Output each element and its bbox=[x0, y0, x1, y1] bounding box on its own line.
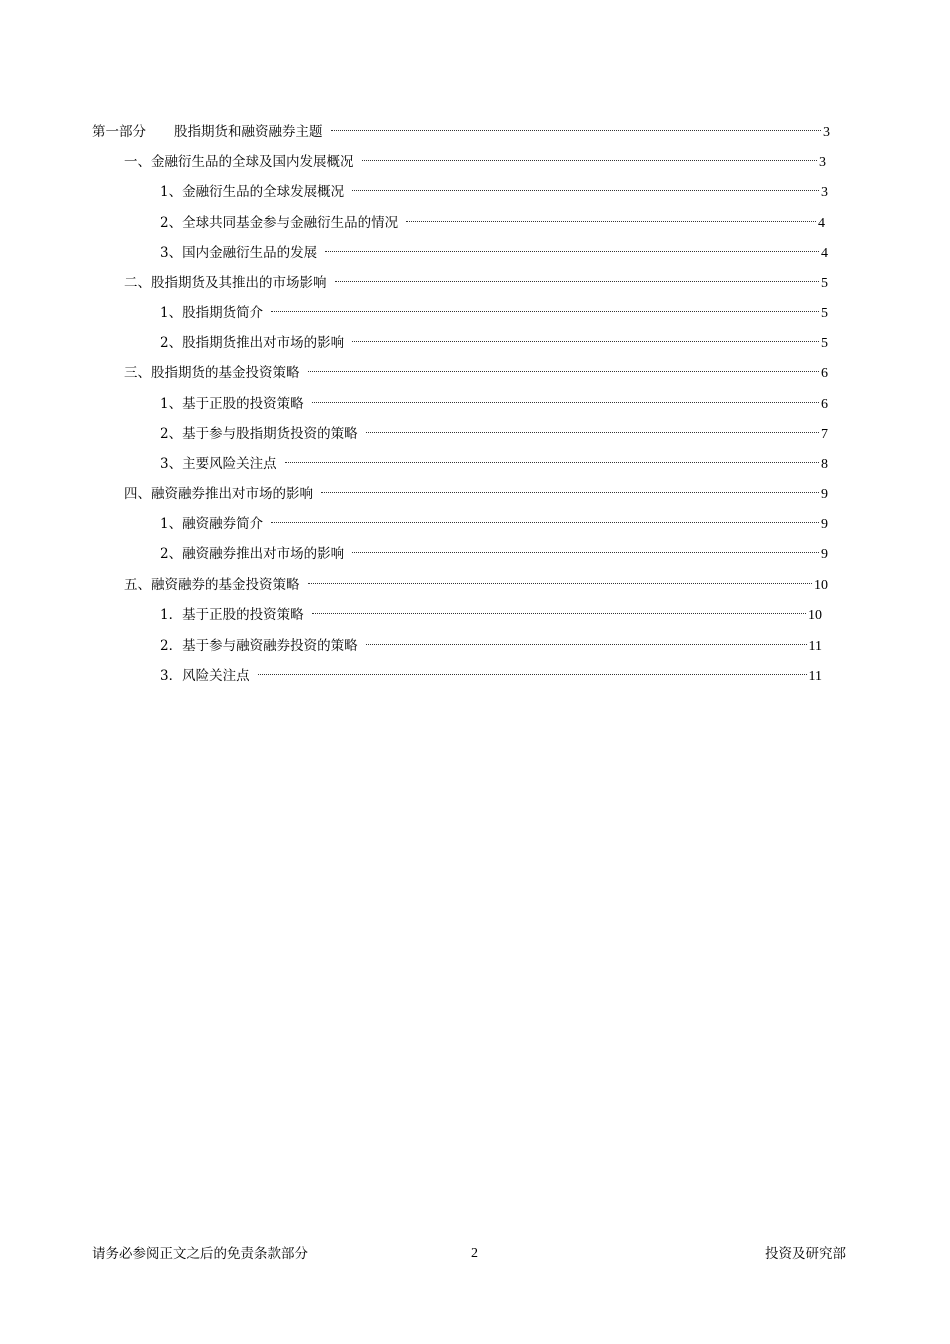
toc-entry-page: 5 bbox=[821, 336, 828, 351]
toc-leader-dots bbox=[321, 478, 819, 498]
toc-entry-label: 1．基于正股的投资策略 bbox=[160, 607, 304, 623]
toc-leader-dots bbox=[308, 569, 813, 589]
toc-entry-page: 6 bbox=[821, 366, 828, 381]
toc-entry[interactable] bbox=[124, 146, 826, 170]
page-footer bbox=[0, 1244, 950, 1264]
toc-entry-label: 1、基于正股的投资策略 bbox=[160, 396, 304, 412]
toc-entry-page: 10 bbox=[808, 608, 822, 623]
footer-disclaimer: 请务必参阅正文之后的免责条款部分 bbox=[92, 1246, 308, 1262]
toc-leader-dots bbox=[335, 267, 820, 287]
toc-entry-label: 一、金融衍生品的全球及国内发展概况 bbox=[124, 154, 354, 170]
toc-leader-dots bbox=[406, 207, 816, 227]
toc-entry[interactable] bbox=[124, 569, 828, 593]
toc-part-number: 第一部分 bbox=[92, 124, 146, 140]
toc-leader-dots bbox=[352, 176, 819, 196]
toc-leader-dots bbox=[352, 327, 819, 347]
toc-leader-dots bbox=[285, 448, 819, 468]
toc-entry[interactable] bbox=[160, 388, 828, 412]
toc-entry-page: 8 bbox=[821, 457, 828, 472]
footer-page-number: 2 bbox=[471, 1246, 478, 1261]
toc-entry-page: 3 bbox=[821, 185, 828, 200]
toc-entry-label: 2、基于参与股指期货投资的策略 bbox=[160, 426, 358, 442]
toc-entry-page: 11 bbox=[808, 639, 822, 654]
toc-entry-page: 9 bbox=[821, 547, 828, 562]
toc-entry-page: 9 bbox=[821, 517, 828, 532]
toc-entry-label: 1、金融衍生品的全球发展概况 bbox=[160, 184, 345, 200]
toc-leader-dots bbox=[312, 599, 806, 619]
toc-entry-label: 3、国内金融衍生品的发展 bbox=[160, 245, 318, 261]
toc-entry-label: 2、全球共同基金参与金融衍生品的情况 bbox=[160, 215, 399, 231]
toc-entry[interactable] bbox=[124, 357, 828, 381]
toc-leader-dots bbox=[312, 388, 819, 408]
toc-entry-label: 3．风险关注点 bbox=[160, 668, 250, 684]
toc-entry[interactable] bbox=[160, 599, 822, 623]
toc-entry-page: 11 bbox=[808, 669, 822, 684]
toc-entry-page: 4 bbox=[818, 216, 825, 231]
toc-entry-page: 6 bbox=[821, 397, 828, 412]
toc-entry[interactable] bbox=[160, 538, 828, 562]
toc-entry-page: 4 bbox=[821, 246, 828, 261]
toc-entry-label: 3、主要风险关注点 bbox=[160, 456, 277, 472]
toc-part-title: 股指期货和融资融券主题 bbox=[174, 124, 323, 140]
toc-entry-label: 2、融资融券推出对市场的影响 bbox=[160, 546, 345, 562]
toc-entry[interactable] bbox=[160, 660, 822, 684]
toc-entry[interactable] bbox=[160, 508, 828, 532]
toc-entry[interactable] bbox=[160, 448, 828, 472]
toc-leader-dots bbox=[366, 418, 819, 438]
toc-entry-label: 五、融资融券的基金投资策略 bbox=[124, 577, 300, 593]
toc-entry[interactable] bbox=[160, 630, 822, 654]
toc-entry-page: 10 bbox=[814, 578, 828, 593]
toc-part-label bbox=[92, 122, 323, 142]
toc-entry[interactable] bbox=[160, 418, 828, 442]
toc-leader-dots bbox=[362, 146, 818, 166]
toc-entry-page: 3 bbox=[819, 155, 826, 170]
toc-entry[interactable] bbox=[160, 297, 828, 321]
toc-leader-dots bbox=[258, 660, 807, 680]
toc-entry-label: 2、股指期货推出对市场的影响 bbox=[160, 335, 345, 351]
toc-entry[interactable] bbox=[124, 478, 828, 502]
toc-leader-dots bbox=[271, 297, 819, 317]
toc-entry-page: 5 bbox=[821, 306, 828, 321]
footer-department: 投资及研究部 bbox=[765, 1246, 846, 1262]
toc-part-page: 3 bbox=[823, 125, 830, 140]
toc-entry-label: 1、融资融券简介 bbox=[160, 516, 264, 532]
toc-part-row[interactable] bbox=[92, 116, 830, 140]
toc-entry-label: 二、股指期货及其推出的市场影响 bbox=[124, 275, 327, 291]
toc-entry-label: 四、融资融券推出对市场的影响 bbox=[124, 486, 313, 502]
toc-leader-dots bbox=[308, 357, 820, 377]
toc-entry-page: 7 bbox=[821, 427, 828, 442]
toc-entry[interactable] bbox=[160, 176, 828, 200]
toc-leader-dots bbox=[325, 237, 819, 257]
toc-entry[interactable] bbox=[160, 327, 828, 351]
toc-entry[interactable] bbox=[124, 267, 828, 291]
toc-leader-dots bbox=[366, 630, 807, 650]
toc-entry-label: 三、股指期货的基金投资策略 bbox=[124, 365, 300, 381]
toc-entry-page: 9 bbox=[821, 487, 828, 502]
toc-entry[interactable] bbox=[160, 207, 825, 231]
toc-entry-label: 2．基于参与融资融券投资的策略 bbox=[160, 638, 358, 654]
toc-entry-page: 5 bbox=[821, 276, 828, 291]
toc-leader-dots bbox=[352, 538, 819, 558]
toc-leader-dots bbox=[331, 116, 822, 136]
toc-entry-label: 1、股指期货简介 bbox=[160, 305, 264, 321]
toc-entry[interactable] bbox=[160, 237, 828, 261]
toc-leader-dots bbox=[271, 508, 819, 528]
